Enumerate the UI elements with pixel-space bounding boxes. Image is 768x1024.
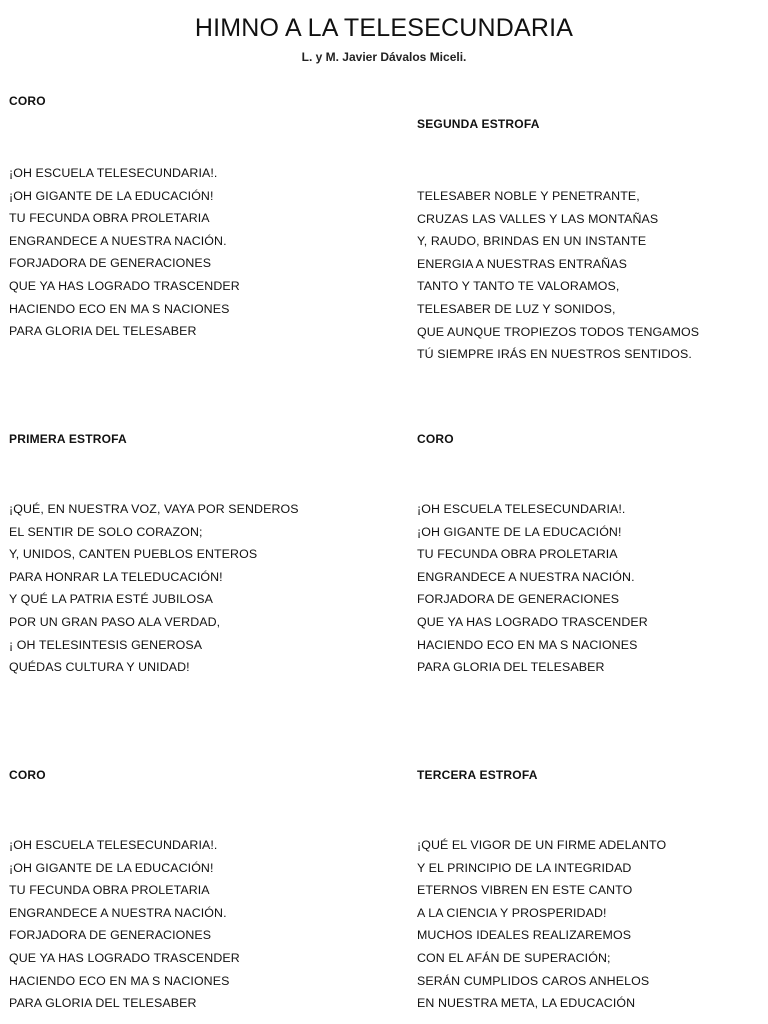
verse-line: FORJADORA DE GENERACIONES xyxy=(9,256,212,271)
verse-line: Y QUÉ LA PATRIA ESTÉ JUBILOSA xyxy=(9,592,213,607)
verse-line: ENERGIA A NUESTRAS ENTRAÑAS xyxy=(417,256,627,271)
verse-line: ¡OH GIGANTE DE LA EDUCACIÓN! xyxy=(9,860,214,875)
verse-line: TU FECUNDA OBRA PROLETARIA xyxy=(417,547,618,562)
verse-line: CON EL AFÁN DE SUPERACIÓN; xyxy=(417,950,611,965)
verse-line: FORJADORA DE GENERACIONES xyxy=(417,592,620,607)
verse-line: EN NUESTRA META, LA EDUCACIÓN xyxy=(417,996,636,1011)
verse-line: ENGRANDECE A NUESTRA NACIÓN. xyxy=(9,905,227,920)
verse-line: QUE YA HAS LOGRADO TRASCENDER xyxy=(9,950,240,965)
verse-line: ¡OH GIGANTE DE LA EDUCACIÓN! xyxy=(417,524,622,539)
verse-line: QUE YA HAS LOGRADO TRASCENDER xyxy=(417,614,648,629)
verse-line: ENGRANDECE A NUESTRA NACIÓN. xyxy=(9,233,227,248)
verse-line: TELESABER NOBLE Y PENETRANTE, xyxy=(417,189,640,203)
document-author: L. y M. Javier Dávalos Miceli. xyxy=(301,50,467,64)
verse-line: A LA CIENCIA Y PROSPERIDAD! xyxy=(417,905,607,920)
right-segunda-estrofa xyxy=(417,116,699,366)
verse-line: ¡QUÉ, EN NUESTRA VOZ, VAYA POR SENDEROS xyxy=(9,502,299,516)
verse-line: QUE AUNQUE TROPIEZOS TODOS TENGAMOS xyxy=(417,324,700,339)
verse-line: MUCHOS IDEALES REALIZAREMOS xyxy=(417,928,632,943)
verse-line: HACIENDO ECO EN MA S NACIONES xyxy=(9,973,230,988)
verse-line: SERÁN CUMPLIDOS CAROS ANHELOS xyxy=(417,973,650,988)
section-heading: PRIMERA ESTROFA xyxy=(9,432,127,446)
verse-line: ¡OH ESCUELA TELESECUNDARIA!. xyxy=(9,838,218,852)
left-coro-2 xyxy=(9,767,240,1015)
verse-line: HACIENDO ECO EN MA S NACIONES xyxy=(417,637,638,652)
verse-line: ¡OH ESCUELA TELESECUNDARIA!. xyxy=(9,166,218,180)
section-heading: TERCERA ESTROFA xyxy=(417,768,538,782)
verse-line: PARA GLORIA DEL TELESABER xyxy=(9,324,197,339)
right-tercera-estrofa xyxy=(417,767,666,1015)
verse-line: HACIENDO ECO EN MA S NACIONES xyxy=(9,301,230,316)
section-heading: CORO xyxy=(9,94,46,108)
verse-line: QUÉDAS CULTURA Y UNIDAD! xyxy=(9,660,190,675)
verse-line: Y, UNIDOS, CANTEN PUEBLOS ENTEROS xyxy=(9,547,258,562)
verse-line: CRUZAS LAS VALLES Y LAS MONTAÑAS xyxy=(417,211,659,226)
left-primera-estrofa xyxy=(9,431,299,679)
verse-line: POR UN GRAN PASO ALA VERDAD, xyxy=(9,614,221,629)
section-heading: CORO xyxy=(417,432,454,446)
verse-line: QUE YA HAS LOGRADO TRASCENDER xyxy=(9,278,240,293)
right-coro xyxy=(417,431,648,679)
verse-line: ¡ OH TELESINTESIS GENEROSA xyxy=(9,637,203,652)
verse-line: Y, RAUDO, BRINDAS EN UN INSTANTE xyxy=(417,234,647,249)
verse-line: EL SENTIR DE SOLO CORAZON; xyxy=(9,524,203,539)
verse-line: PARA HONRAR LA TELEDUCACIÓN! xyxy=(9,569,223,584)
verse-line: FORJADORA DE GENERACIONES xyxy=(9,928,212,943)
verse-line: TU FECUNDA OBRA PROLETARIA xyxy=(9,211,210,226)
verse-line: PARA GLORIA DEL TELESABER xyxy=(9,996,197,1011)
verse-line: PARA GLORIA DEL TELESABER xyxy=(417,660,605,675)
verse-line: TU FECUNDA OBRA PROLETARIA xyxy=(9,883,210,898)
section-heading: SEGUNDA ESTROFA xyxy=(417,117,540,131)
verse-line: TÚ SIEMPRE IRÁS EN NUESTROS SENTIDOS. xyxy=(417,347,692,362)
verse-line: ¡OH ESCUELA TELESECUNDARIA!. xyxy=(417,502,626,516)
verse-line: ¡OH GIGANTE DE LA EDUCACIÓN! xyxy=(9,188,214,203)
verse-line: Y EL PRINCIPIO DE LA INTEGRIDAD xyxy=(417,860,632,875)
verse-line: ETERNOS VIBREN EN ESTE CANTO xyxy=(417,883,633,898)
left-coro-1 xyxy=(9,93,240,343)
section-heading: CORO xyxy=(9,768,46,782)
verse-line: ENGRANDECE A NUESTRA NACIÓN. xyxy=(417,569,635,584)
verse-line: ¡QUÉ EL VIGOR DE UN FIRME ADELANTO xyxy=(417,838,667,852)
document-title: HIMNO A LA TELESECUNDARIA xyxy=(194,14,574,42)
verse-line: TANTO Y TANTO TE VALORAMOS, xyxy=(417,279,620,294)
verse-line: TELESABER DE LUZ Y SONIDOS, xyxy=(417,301,616,316)
